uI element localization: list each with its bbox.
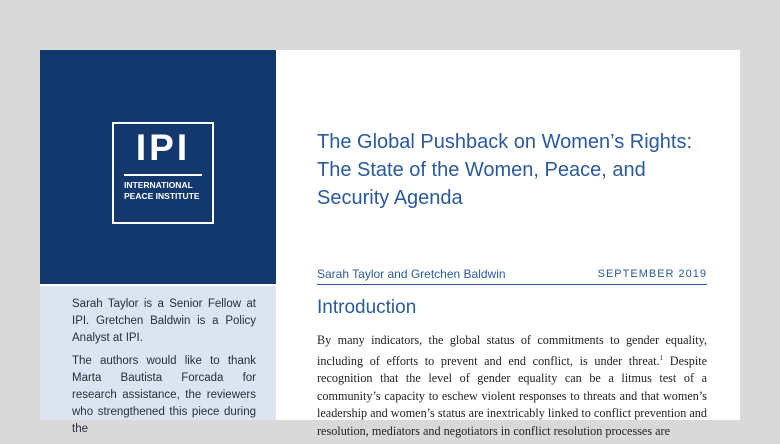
- sidebar-notes: [40, 286, 276, 435]
- authors: Sarah Taylor and Gretchen Baldwin: [317, 267, 506, 281]
- publication-date: SEPTEMBER 2019: [597, 268, 707, 280]
- logo-divider: [124, 174, 202, 176]
- document-page: [40, 50, 740, 438]
- logo-mark: IPI: [135, 127, 191, 168]
- author-note: Sarah Taylor is a Senior Fellow at IPI. Gretchen Baldwin is a Policy Analyst at IPI.: [72, 298, 256, 344]
- footnote-reference[interactable]: 1: [659, 353, 664, 362]
- body-text-part2: Despite recognition that the level of gender equality can be a litmus test of a community’s capacity to eschew violent responses to threats and that women’s leadership and women’s status are inextricably linked to conflict prevention and resolution, mediators and negotiators in conflict resolution processes are: [317, 353, 708, 438]
- logo-institute-name: INTERNATIONAL PEACE INSTITUTE: [124, 180, 200, 201]
- ipi-logo: [112, 122, 214, 224]
- acknowledgment-text: The authors would like to thank Marta Bautista Forcada for research assistance, the reviewers who strengthened this piece during the: [72, 355, 256, 435]
- report-title: The Global Pushback on Women’s Rights: The State of the Women, Peace, and Security Agenda: [317, 131, 693, 209]
- sidebar-text: [72, 296, 256, 444]
- sidebar-header: [40, 50, 276, 284]
- section-heading: Introduction: [317, 297, 417, 318]
- byline-divider: [317, 284, 707, 285]
- byline: [317, 266, 707, 282]
- body-paragraph: [317, 332, 707, 440]
- body-text-part1: By many indicators, the global status of commitments to gender equality, including of efforts to prevent and end conflict, is under threat.: [317, 333, 707, 368]
